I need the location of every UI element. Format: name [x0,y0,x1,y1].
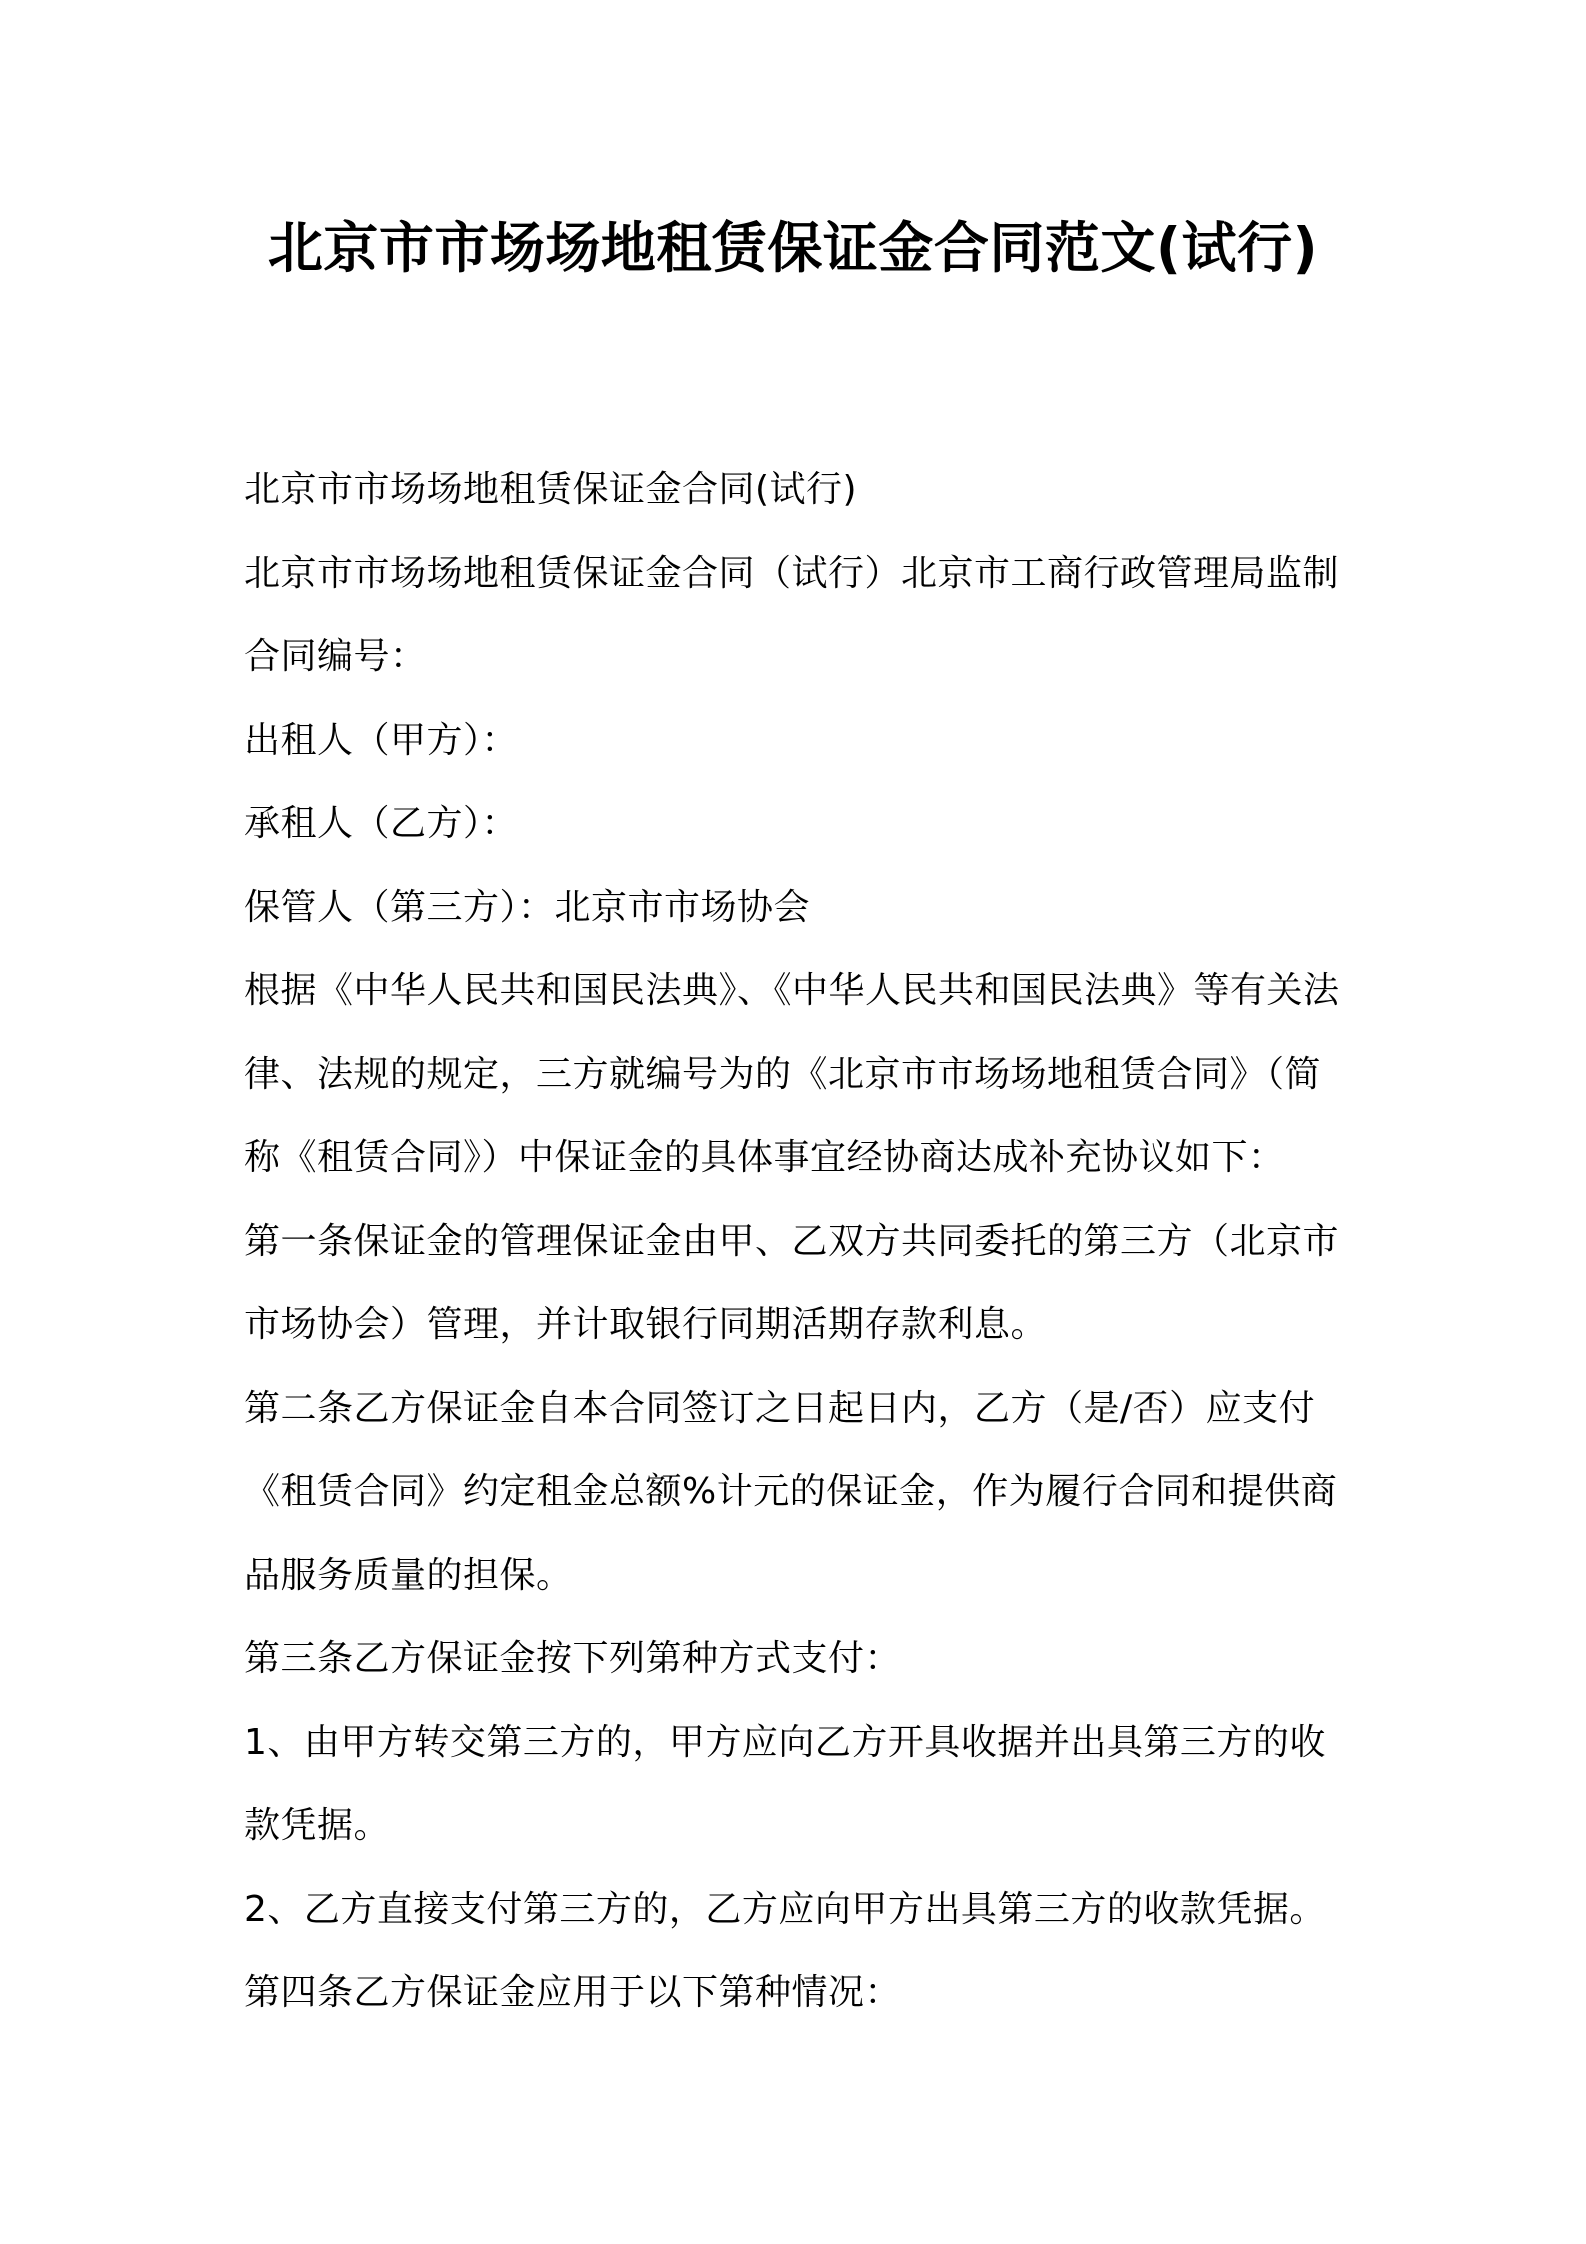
preamble-line: 称《租赁合同》）中保证金的具体事宜经协商达成补充协议如下： [244,1137,1285,1178]
subtitle-line: 北京市市场场地租赁保证金合同(试行) [244,469,858,510]
article-3-item-1-line: 款凭据。 [244,1805,391,1846]
article-2-line: 品服务质量的担保。 [244,1554,573,1596]
contract-number-line: 合同编号： [244,636,427,677]
lessor-line: 出租人（甲方）： [244,719,519,761]
article-2-line: 《租赁合同》约定租金总额%计元的保证金，作为履行合同和提供商 [244,1471,1338,1512]
preamble-line: 律、法规的规定，三方就编号为的《北京市市场场地租赁合同》（简 [244,1053,1322,1095]
document-title: 北京市市场场地租赁保证金合同范文(试行) [267,216,1319,280]
article-3-item-2-line: 2、乙方直接支付第三方的，乙方应向甲方出具第三方的收款凭据。 [244,1888,1326,1930]
preamble-line: 根据《中华人民共和国民法典》、《中华人民共和国民法典》等有关法 [244,970,1340,1011]
custodian-line: 保管人（第三方）：北京市市场协会 [244,886,811,928]
supervision-line: 北京市市场场地租赁保证金合同（试行）北京市工商行政管理局监制 [244,552,1340,594]
article-1-line: 第一条保证金的管理保证金由甲、乙双方共同委托的第三方（北京市 [244,1220,1340,1262]
article-2-line: 第二条乙方保证金自本合同签订之日起日内，乙方（是/否）应支付 [244,1387,1316,1429]
article-3-item-1-line: 1、由甲方转交第三方的，甲方应向乙方开具收据并出具第三方的收 [244,1721,1326,1763]
article-1-line: 市场协会）管理，并计取银行同期活期存款利息。 [244,1304,1048,1345]
lessee-line: 承租人（乙方）： [244,803,519,844]
article-3-line: 第三条乙方保证金按下列第种方式支付： [244,1638,902,1679]
document-body [244,448,1354,2035]
article-4-line: 第四条乙方保证金应用于以下第种情况： [244,1972,902,2013]
